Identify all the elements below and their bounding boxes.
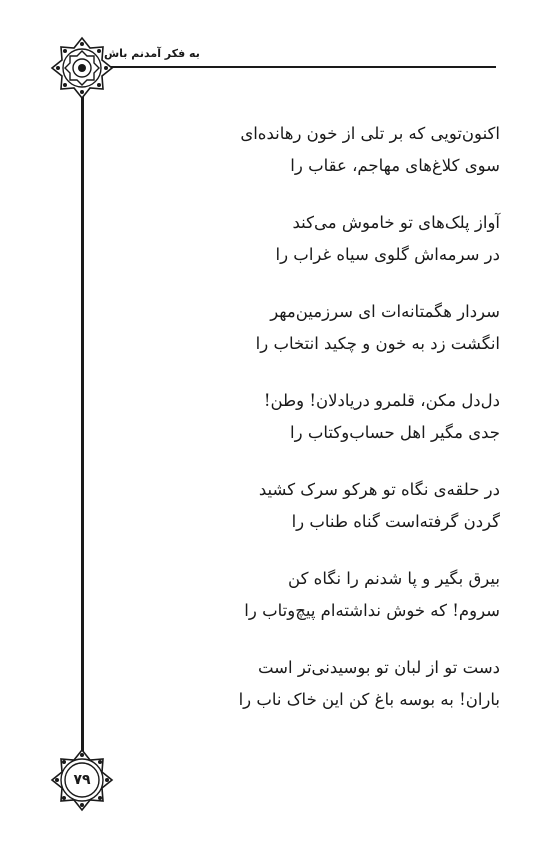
poem-line: انگشت زد به خون و چکید انتخاب را [255, 334, 500, 353]
poem-line: باران! به بوسه باغ کن این خاک ناب را [238, 690, 500, 709]
poem-line: در حلقه‌ی نگاه تو هرکو سرک کشید [258, 480, 500, 499]
stanza [200, 296, 500, 360]
stanza [200, 652, 500, 716]
poem-line: جدی مگیر اهل حساب‌وکتاب را [290, 423, 500, 442]
stanza [200, 207, 500, 271]
poem-body [200, 118, 500, 741]
poem-line: بیرق بگیر و پا شدنم را نگاه کن [288, 569, 500, 588]
poem-line: گردن گرفته‌است گناه طناب را [291, 512, 500, 531]
margin-rule-vertical [81, 80, 84, 760]
stanza [200, 118, 500, 182]
stanza [200, 563, 500, 627]
rosette-ornament-icon [50, 36, 114, 100]
running-header-title: به فکر آمدنم باش [104, 47, 200, 60]
poem-line: دست تو از لبان تو بوسیدنی‌تر است [257, 658, 500, 677]
header-rule [104, 66, 496, 68]
poem-line: در سرمه‌اش گلوی سیاه غراب را [275, 245, 500, 264]
poem-line: اکنون‌تویی که بر تلی از خون رهانده‌ای [240, 124, 500, 143]
stanza [200, 385, 500, 449]
poem-line: سردار هگمتانه‌ات ای سرزمین‌مهر [270, 302, 500, 321]
stanza [200, 474, 500, 538]
poem-line: سروم! که خوش نداشته‌ام پیچ‌وتاب را [244, 601, 500, 620]
poem-line: آواز پلک‌های تو خاموش می‌کند [292, 213, 500, 232]
poem-line: دل‌دل مکن، قلمرو دریادلان! وطن! [263, 391, 500, 410]
poem-line: سوی کلاغ‌های مهاجم، عقاب را [290, 156, 500, 175]
page-number: ۷۹ [73, 772, 91, 788]
